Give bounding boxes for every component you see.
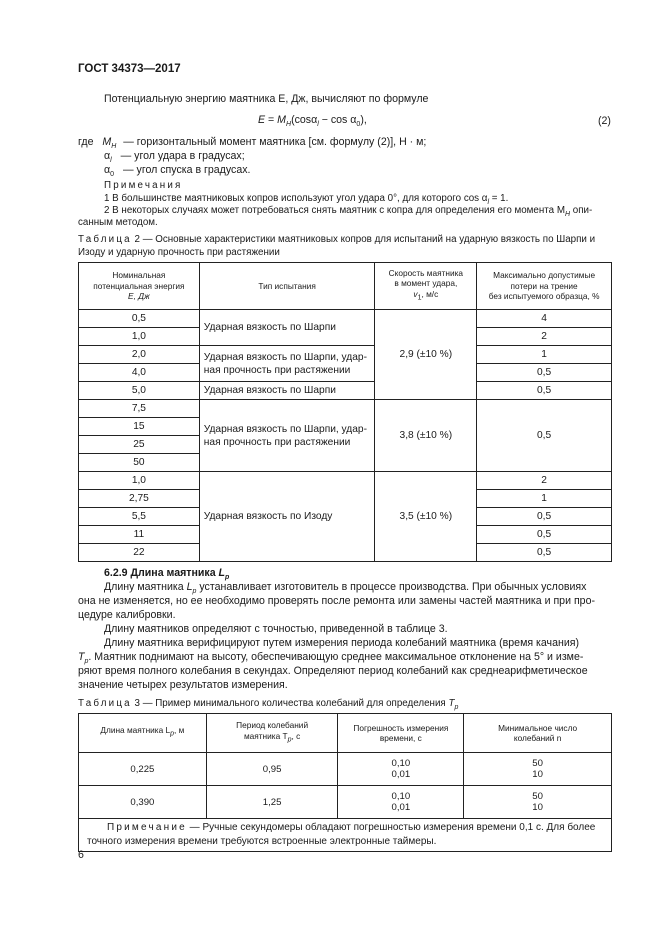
table-2 (78, 262, 612, 562)
document-header: ГОСТ 34373—2017 (78, 63, 181, 75)
t3-count: 50 10 (464, 786, 612, 819)
where-lead: где (78, 136, 94, 148)
note-2-cont: санным методом. (78, 217, 158, 228)
t3-length: 0,225 (79, 753, 207, 786)
sec-p1-line3: цедуре калибровки. (78, 609, 176, 621)
t2-loss: 2 (477, 472, 612, 490)
note-2 (104, 205, 592, 221)
table3-note-text-2: точного измерения времени требуются встроенные электронные таймеры. (87, 835, 437, 847)
sec-p3-b: . Маятник поднимают на высоту, обеспечивающую среднее максимальное отклонение на 5° и изме- (88, 651, 584, 663)
formula-number: (2) (598, 115, 611, 127)
t3-header-period: Период колебаний маятника $T_p$, с (206, 714, 338, 753)
t2-energy: 15 (79, 418, 200, 436)
note-1-text: 1 В большинстве маятниковых копров используют угол удара 0°, для которого cos α (104, 193, 488, 204)
t3-header-length: Длина маятника $L_p$, м (79, 714, 207, 753)
formula-eq: = (268, 114, 275, 126)
formula-minus: − cos (318, 114, 351, 126)
t2-energy: 7,5 (79, 400, 200, 418)
formula-m: M (277, 114, 286, 126)
t2-type: Ударная вязкость по Шарпи, удар-ная прочность при растяжении (199, 400, 375, 472)
sec-p3-line4: значение четырех результатов измерения. (78, 679, 288, 691)
where-al-text: — угол удара в градусах; (120, 150, 245, 162)
t2-energy: 5,0 (79, 382, 200, 400)
table3-note-text: — Ручные секундомеры обладают погрешностью измерения времени 0,1 с. Для более (186, 822, 596, 833)
table2-caption (78, 234, 595, 247)
t3-header-count: Минимальное число колебаний n (464, 714, 612, 753)
sec-p3-line3: ряют время полного колебания в секундах. Определяют период колебаний как среднеарифметическое (78, 665, 588, 677)
t2-energy: 5,5 (79, 508, 200, 526)
t2-loss: 4 (477, 310, 612, 328)
sec-p3-line1: Длину маятника верифицируют путем измерения периода колебаний маятника (время качания) (104, 637, 580, 649)
sec-p1-b: устанавливает изготовитель в процессе производства. При обычных условиях (196, 581, 587, 593)
where-a0-text: — угол спуска в градусах. (122, 164, 251, 176)
where-mh-sub: H (111, 143, 117, 151)
sec-p2: Длину маятников определяют с точностью, приведенной в таблице 3. (104, 623, 448, 635)
t2-speed: 3,8 (±10 %) (375, 400, 477, 472)
formula-a0-sub: 0 (356, 121, 361, 129)
t2-energy: 22 (79, 544, 200, 562)
where-a0-sub: 0 (110, 171, 115, 179)
table3-caption-word: Таблица (78, 698, 132, 709)
sec-p1-line2: она не изменяется, но ее необходимо проверять после ремонта или замены частей маятника и при про- (78, 595, 595, 607)
where-mh-text: — горизонтальный момент маятника [см. формулу (2)], Н · м; (123, 136, 427, 148)
t2-energy: 2,75 (79, 490, 200, 508)
t2-type: Ударная вязкость по Изоду (199, 472, 375, 562)
note-1-tail: = 1. (489, 193, 509, 204)
table3-caption (78, 698, 458, 714)
t3-error: 0,10 0,01 (338, 786, 464, 819)
t2-energy: 50 (79, 454, 200, 472)
t3-period: 1,25 (206, 786, 338, 819)
note-1-sub: l (487, 198, 490, 206)
t2-loss: 0,5 (477, 400, 612, 472)
t2-type: Ударная вязкость по Шарпи (199, 382, 375, 400)
section-title-sym: L (218, 567, 226, 579)
table-3 (78, 713, 612, 852)
t2-loss: 0,5 (477, 364, 612, 382)
t2-energy: 1,0 (79, 472, 200, 490)
notes-title: Примечания (104, 180, 183, 191)
t2-energy: 0,5 (79, 310, 200, 328)
table2-caption-word: Таблица (78, 234, 132, 245)
table-row (79, 786, 612, 819)
t2-loss: 0,5 (477, 526, 612, 544)
table3-caption-sym: T (448, 698, 455, 709)
t2-energy: 25 (79, 436, 200, 454)
sec-p3-sym: T (78, 651, 85, 663)
table3-caption-text: 3 — Пример минимального количества колебаний для определения (131, 698, 449, 709)
t2-loss: 0,5 (477, 544, 612, 562)
formula-close: ), (360, 114, 367, 126)
t3-error: 0,10 0,01 (338, 753, 464, 786)
t3-length: 0,390 (79, 786, 207, 819)
sec-p3-sub: p (84, 658, 89, 666)
t3-period: 0,95 (206, 753, 338, 786)
formula-lhs: E (258, 114, 266, 126)
formula-open: (cos (291, 114, 312, 126)
section-title-sub: p (225, 574, 230, 582)
t2-type: Ударная вязкость по Шарпи, удар-ная прочность при растяжении (199, 346, 375, 382)
table3-caption-sub: p (454, 703, 459, 711)
where-mh-sym: M (102, 136, 112, 148)
t2-energy: 2,0 (79, 346, 200, 364)
table2-caption-line2: Изоду и ударную прочность при растяжении (78, 247, 280, 258)
formula-a1-sub: l (317, 121, 319, 129)
t2-loss: 0,5 (477, 382, 612, 400)
t2-loss: 1 (477, 490, 612, 508)
sec-p1-a: Длину маятника (104, 581, 187, 593)
where-al-sub: l (110, 157, 112, 165)
t3-header-error: Погрешность измерения времени, с (338, 714, 464, 753)
section-title-text: 6.2.9 Длина маятника (104, 567, 219, 579)
t2-energy: 1,0 (79, 328, 200, 346)
t2-energy: 11 (79, 526, 200, 544)
table-row (79, 753, 612, 786)
intro-text: Потенциальную энергию маятника E, Дж, вычисляют по формуле (104, 93, 429, 105)
t2-speed: 3,5 (±10 %) (375, 472, 477, 562)
where-a0-sym: α (104, 164, 111, 176)
formula-2 (258, 113, 367, 132)
table3-note (79, 819, 612, 852)
page-number: 6 (78, 849, 84, 861)
t2-energy: 4,0 (79, 364, 200, 382)
t2-loss: 2 (477, 328, 612, 346)
sec-p1-sub: p (192, 588, 197, 596)
t2-header-type: Тип испытания (199, 263, 375, 310)
t2-header-energy: Номинальная потенциальная энергия E, Дж (79, 263, 200, 310)
t2-loss: 1 (477, 346, 612, 364)
where-al-sym: α (104, 150, 111, 162)
table2-caption-text: 2 — Основные характеристики маятниковых копров для испытаний на ударную вязкость по Шарпи и (131, 234, 596, 245)
note-2-text: 2 В некоторых случаях может потребоваться снять маятник с копра для определения его момента M (104, 205, 565, 216)
t2-header-loss: Максимально допустимые потери на трение без испытуемого образца, % (477, 263, 612, 310)
table3-note-word: Примечание (107, 822, 187, 833)
formula-m-sub: H (286, 121, 292, 129)
note-2-sub: H (564, 210, 571, 218)
t2-loss: 0,5 (477, 508, 612, 526)
t2-type: Ударная вязкость по Шарпи (199, 310, 375, 346)
formula-a1: α (311, 114, 318, 126)
note-2-tail: опи- (570, 205, 593, 216)
sec-p1-sym: L (186, 581, 193, 593)
t2-header-speed: Скорость маятника в момент удара, $v_1$, м/с (375, 263, 477, 310)
formula-a0: α (350, 114, 357, 126)
t2-speed: 2,9 (±10 %) (375, 310, 477, 400)
t3-count: 50 10 (464, 753, 612, 786)
